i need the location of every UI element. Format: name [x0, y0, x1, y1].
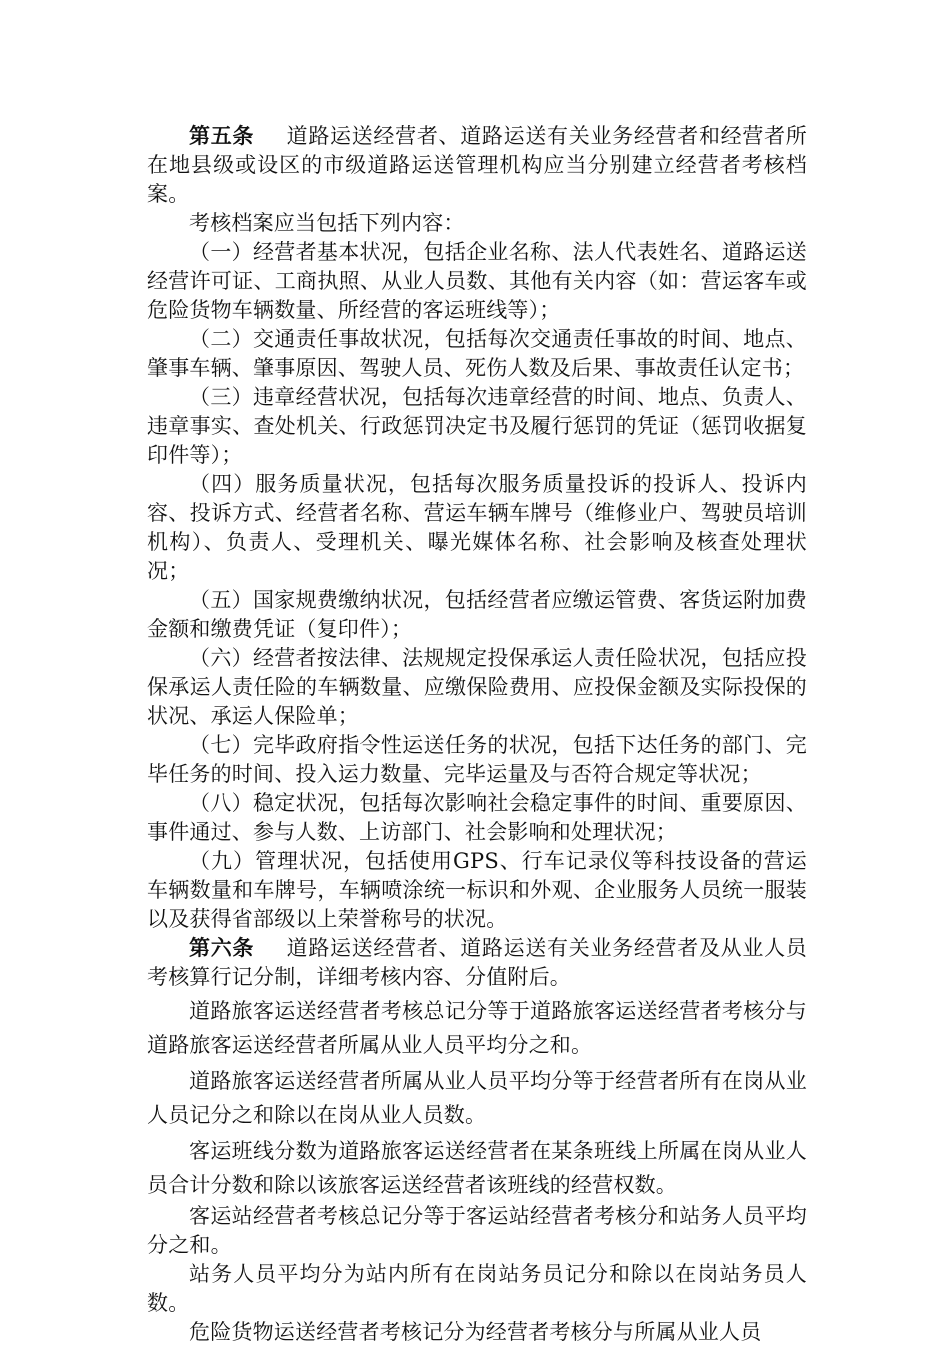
archive-item-9: （九）管理状况，包括使用GPS、行车记录仪等科技设备的营运车辆数量和车牌号，车辆喷涂统一标识和外观、企业服务人员统一服装以及获得省部级以上荣誉称号的状况。 [147, 849, 807, 931]
scoring-paragraph-4: 客运站经营者考核总记分等于客运站经营者考核分和站务人员平均分之和。 [147, 1204, 807, 1257]
scoring-paragraph-2: 道路旅客运送经营者所属从业人员平均分等于经营者所有在岗从业人员记分之和除以在岗从业人员数。 [147, 1069, 807, 1127]
article-5-label: 第五条 [189, 124, 255, 148]
archive-item-1: （一）经营者基本状况，包括企业名称、法人代表姓名、道路运送经营许可证、工商执照、从业人员数、其他有关内容（如：营运客车或危险货物车辆数量、所经营的客运班线等）； [147, 240, 807, 322]
scoring-paragraph-3: 客运班线分数为道路旅客运送经营者在某条班线上所属在岗从业人员合计分数和除以该旅客运送经营者该班线的经营权数。 [147, 1139, 807, 1197]
scoring-paragraph-6: 危险货物运送经营者考核记分为经营者考核分与所属从业人员 [189, 1320, 762, 1344]
archive-item-7: （七）完毕政府指令性运送任务的状况，包括下达任务的部门、完毕任务的时间、投入运力数量、完毕运量及与否符合规定等状况； [147, 733, 807, 786]
scoring-paragraph-1: 道路旅客运送经营者考核总记分等于道路旅客运送经营者考核分与道路旅客运送经营者所属从业人员平均分之和。 [147, 999, 807, 1057]
article-6-label: 第六条 [189, 936, 255, 960]
archive-item-4: （四）服务质量状况，包括每次服务质量投诉的投诉人、投诉内容、投诉方式、经营者名称、营运车辆车牌号（维修业户、驾驶员培训机构）、负责人、受理机关、曝光媒体名称、社会影响及核查处理状况； [147, 472, 807, 583]
article-5-text: 道路运送经营者、道路运送有关业务经营者和经营者所在地县级或设区的市级道路运送管理机构应当分别建立经营者考核档案。 [147, 124, 807, 206]
archive-item-5: （五）国家规费缴纳状况，包括经营者应缴运管费、客货运附加费金额和缴费凭证（复印件）； [147, 588, 807, 641]
article-6-paragraph [147, 934, 807, 992]
article-5-paragraph [147, 122, 807, 209]
archive-item-3: （三）违章经营状况，包括每次违章经营的时间、地点、负责人、违章事实、查处机关、行政惩罚决定书及履行惩罚的凭证（惩罚收据复印件等）； [147, 385, 807, 467]
archive-item-2: （二）交通责任事故状况，包括每次交通责任事故的时间、地点、肇事车辆、肇事原因、驾驶人员、死伤人数及后果、事故责任认定书； [147, 327, 807, 380]
archive-item-6: （六）经营者按法律、法规规定投保承运人责任险状况，包括应投保承运人责任险的车辆数量、应缴保险费用、应投保金额及实际投保的状况、承运人保险单； [147, 646, 807, 728]
archive-intro: 考核档案应当包括下列内容： [189, 211, 465, 235]
scoring-paragraph-5: 站务人员平均分为站内所有在岗站务员记分和除以在岗站务员人数。 [147, 1262, 807, 1315]
archive-item-8: （八）稳定状况，包括每次影响社会稳定事件的时间、重要原因、事件通过、参与人数、上访部门、社会影响和处理状况； [147, 791, 807, 844]
document-body [147, 122, 807, 1347]
article-6-text: 道路运送经营者、道路运送有关业务经营者及从业人员考核算行记分制，详细考核内容、分值附后。 [147, 936, 807, 989]
